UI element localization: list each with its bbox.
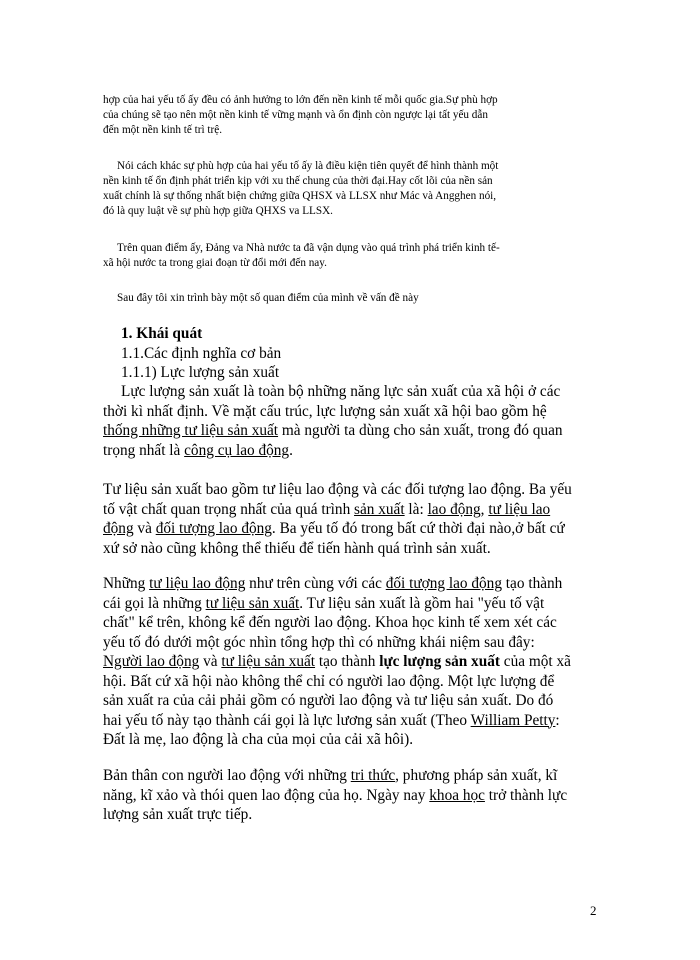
text-span: trọng nhất là [103, 441, 185, 459]
text-line: nền kinh tế ổn định phát triển kịp với xu thế chung của thời đại.Hay cốt lõi của nền sản [103, 175, 493, 187]
heading-luc-luong-san-xuat: 1.1.1) Lực lượng sản xuất [121, 364, 280, 381]
bold-luc-luong-san-xuat: lực lượng sản xuất [379, 653, 500, 670]
text-span: của một xã [499, 653, 571, 670]
text-line: của chúng sẽ tạo nên một nền kinh tế vững mạnh và ổn định còn ngược lại tất yếu dẫn [103, 109, 488, 121]
link-doi-tuong-lao-dong-2[interactable]: đối tượng lao động [385, 575, 502, 592]
text-span: cái gọi là những [103, 594, 206, 612]
text-line [103, 594, 603, 614]
text-line: thời kì nhất định. Về mặt cấu trúc, lực lượng sản xuất xã hội bao gồm hệ [103, 402, 547, 420]
text-span: Những [103, 575, 150, 592]
text-line: yếu tố đó dưới một góc nhìn tổng hợp thì có những khái niệm sau đây: [103, 633, 535, 651]
link-tu-lieu-san-xuat-2[interactable]: tư liệu sản xuất [205, 594, 300, 612]
link-cong-cu-lao-dong[interactable]: công cụ lao động [184, 441, 290, 459]
text-line [103, 711, 603, 731]
text-line: Tư liệu sản xuất bao gồm tư liệu lao động và các đối tượng lao động. Ba yếu [103, 481, 572, 498]
text-span: là: [404, 500, 428, 518]
text-line: hợp của hai yếu tố ấy đều có ảnh hưởng to lớn đến nền kinh tế mỗi quốc gia.Sự phù hợp [103, 94, 498, 106]
text-line: xứ sở nào cũng không thể thiếu để tiến hành quá trình sản xuất. [103, 539, 491, 557]
text-line: hội. Bất cứ xã hội nào không thể chỉ có người lao động. Một lực lượng để [103, 672, 555, 690]
link-tu-lieu-lao-dong[interactable]: tư liệu lao [488, 500, 551, 518]
text-span: : [555, 711, 560, 729]
text-line [103, 441, 603, 461]
page-number: 2 [590, 903, 597, 918]
paragraph-tu-lieu-san-xuat [103, 480, 603, 558]
link-tu-lieu-san-xuat[interactable]: thống những tư liệu sản xuất [103, 422, 279, 439]
text-line: đó là quy luật về sự phù hợp giữa QHXS va LLSX. [103, 205, 333, 217]
paragraph-intro-2 [103, 159, 603, 219]
link-san-xuat[interactable]: sản xuất [354, 500, 405, 518]
text-line [103, 766, 603, 786]
text-span: , [480, 500, 489, 518]
text-line: Lực lượng sản xuất là toàn bộ những năng lực sản xuất của xã hội ở các [121, 383, 561, 400]
text-span: tố vật chất quan trọng nhất của quá trình [103, 500, 355, 518]
link-tu-lieu-san-xuat-3[interactable]: tư liệu sản xuất [221, 653, 316, 670]
text-line [103, 519, 603, 539]
text-line: xuất chính là sự thống nhất biện chứng giữa QHSX và LLSX như Mác và Angghen nói, [103, 190, 497, 202]
text-span: . [289, 441, 293, 459]
text-line [103, 652, 603, 672]
text-span: và [133, 520, 156, 537]
link-william-petty[interactable]: William Petty [470, 711, 556, 729]
text-line: Đất là mẹ, lao động là cha của mọi của cải xã hôi). [103, 731, 414, 748]
text-span: tạo thành [501, 575, 563, 592]
heading-khai-quat: 1. Khái quát [121, 325, 203, 342]
text-span: và [199, 653, 222, 670]
text-line: xã hội nước ta trong giai đoạn từ đổi mới đến nay. [103, 257, 327, 269]
text-span: hai yếu tố này tạo thành cái gọi là lực lương sản xuất (Theo [103, 711, 471, 729]
text-span: như trên cùng với các [245, 575, 386, 592]
text-line: Sau đây tôi xin trình bày một số quan điểm của mình về vấn đề này [117, 292, 419, 304]
text-line [103, 421, 603, 441]
text-line: Trên quan điểm ấy, Đảng va Nhà nước ta đã vận dụng vào quá trình phá triển kinh tế- [117, 242, 500, 254]
text-line: đến một nền kinh tế trì trệ. [103, 124, 222, 136]
paragraph-llsx-definition [103, 382, 603, 460]
text-span: mà người ta dùng cho sản xuất, trong đó quan [278, 422, 563, 439]
text-span: Bản thân con người lao động với những [103, 767, 351, 784]
text-span: năng, kĩ xảo và thói quen lao động của họ. Ngày nay [103, 786, 430, 804]
text-span: . Tư liệu sản xuất là gồm hai "yếu tố vật [299, 594, 545, 612]
text-line: Nói cách khác sự phù hợp của hai yếu tố ấy là điều kiện tiên quyết để hình thành một [117, 160, 499, 172]
text-span: trở thành lực [484, 786, 568, 804]
section-headings [121, 324, 621, 383]
link-tu-lieu-lao-dong-cont[interactable]: động [103, 520, 134, 537]
link-tu-lieu-lao-dong-2[interactable]: tư liệu lao động [149, 575, 246, 592]
heading-dinh-nghia: 1.1.Các định nghĩa cơ bản [121, 344, 282, 362]
paragraph-intro-1 [103, 93, 603, 138]
link-khoa-hoc[interactable]: khoa học [429, 786, 485, 804]
text-line [103, 786, 603, 806]
link-nguoi-lao-dong[interactable]: Người lao động [103, 653, 200, 670]
text-span: tạo thành [315, 653, 380, 670]
link-tri-thuc[interactable]: tri thức [350, 767, 396, 784]
paragraph-luc-luong-san-xuat [103, 574, 603, 750]
text-line: chất" kể trên, không kể đến người lao động. Khoa học kinh tế xem xét các [103, 614, 557, 631]
text-line: lượng sản xuất trực tiếp. [103, 806, 253, 823]
text-line [103, 574, 603, 594]
paragraph-intro-3 [103, 241, 603, 271]
link-doi-tuong-lao-dong[interactable]: đối tượng lao động [155, 520, 272, 537]
paragraph-intro-4 [103, 291, 603, 306]
text-span: . Ba yếu tố đó trong bất cứ thời đại nào,ở bất cứ [271, 520, 565, 537]
link-lao-dong[interactable]: lao động [427, 500, 481, 518]
paragraph-con-nguoi-lao-dong [103, 766, 603, 825]
text-span: , phương pháp sản xuất, kĩ [395, 767, 558, 784]
text-line: sản xuất ra của cải phải gồm có người lao động và tư liệu sản xuất. Do đó [103, 692, 554, 709]
text-line [103, 500, 603, 520]
